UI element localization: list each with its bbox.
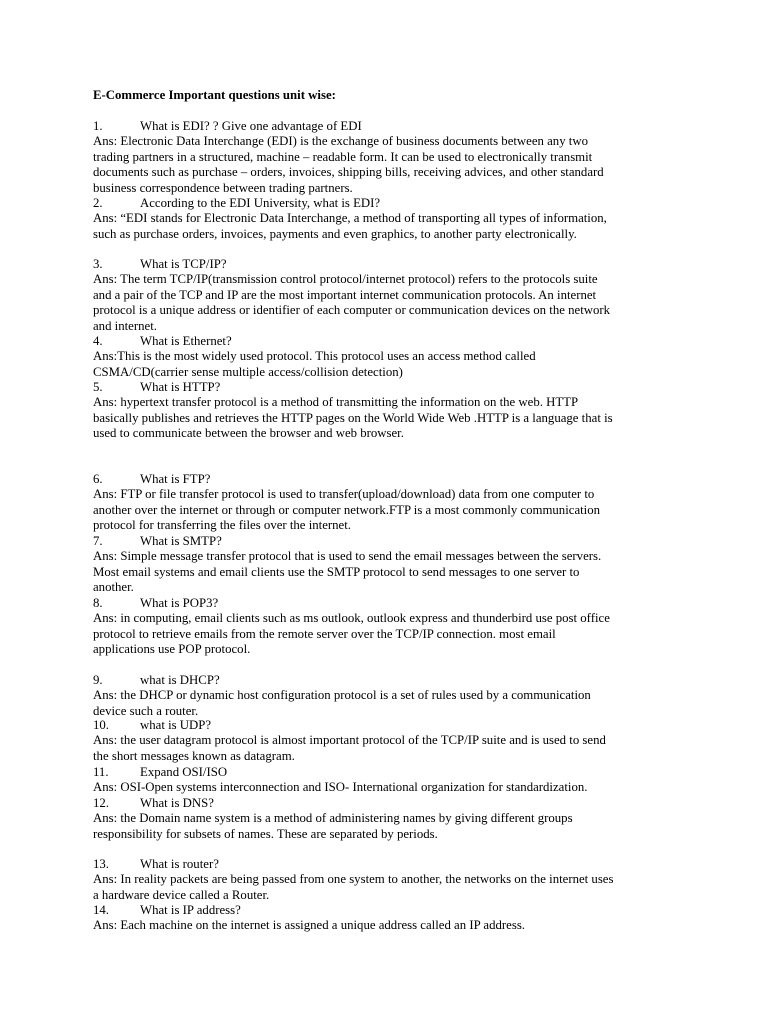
question-line bbox=[93, 380, 220, 395]
question-text: What is HTTP? bbox=[140, 380, 221, 394]
answer-line: basically publishes and retrieves the HTTP pages on the World Wide Web .HTTP is a language that is bbox=[93, 410, 613, 425]
answer-line: another. bbox=[93, 580, 134, 595]
question-number: 3. bbox=[93, 257, 103, 271]
question-number: 9. bbox=[93, 673, 103, 687]
answer-line: Ans: the user datagram protocol is almost important protocol of the TCP/IP suite and is used to send bbox=[93, 733, 606, 748]
question-line bbox=[93, 765, 227, 780]
answer-line: Ans: hypertext transfer protocol is a method of transmitting the information on the web. HTTP bbox=[93, 395, 579, 410]
answer-line: the short messages known as datagram. bbox=[93, 748, 295, 763]
answer-line: CSMA/CD(carrier sense multiple access/collision detection) bbox=[93, 364, 403, 379]
answer-line: protocol for transferring the files over the internet. bbox=[93, 518, 351, 533]
answer-line: Ans: Each machine on the internet is assigned a unique address called an IP address. bbox=[93, 918, 526, 933]
question-line bbox=[93, 472, 210, 487]
question-text: What is IP address? bbox=[140, 903, 241, 917]
question-line bbox=[93, 673, 220, 688]
question-line bbox=[93, 718, 211, 733]
answer-line: a hardware device called a Router. bbox=[93, 887, 270, 902]
answer-line: trading partners in a structured, machine – readable form. It can be used to electronically transmit bbox=[93, 149, 593, 164]
answer-line: Ans: “EDI stands for Electronic Data Interchange, a method of transporting all types of information, bbox=[93, 211, 607, 226]
question-number: 11. bbox=[93, 765, 109, 779]
question-number: 5. bbox=[93, 380, 103, 394]
answer-line: applications use POP protocol. bbox=[93, 642, 251, 657]
question-text: What is Ethernet? bbox=[140, 334, 232, 348]
answer-line: Ans: the Domain name system is a method of administering names by giving different groups bbox=[93, 811, 573, 826]
answer-line: and a pair of the TCP and IP are the most important internet communication protocols. An internet bbox=[93, 287, 597, 302]
answer-line: Ans: FTP or file transfer protocol is used to transfer(upload/download) data from one computer to bbox=[93, 487, 595, 502]
question-text: What is EDI? ? Give one advantage of EDI bbox=[140, 119, 362, 133]
question-text: what is DHCP? bbox=[140, 673, 220, 687]
answer-line: Ans: the DHCP or dynamic host configuration protocol is a set of rules used by a communication bbox=[93, 688, 591, 703]
question-line bbox=[93, 857, 219, 872]
question-number: 4. bbox=[93, 334, 103, 348]
question-line bbox=[93, 196, 380, 211]
question-text: What is FTP? bbox=[140, 472, 211, 486]
answer-line: device such a router. bbox=[93, 703, 199, 718]
question-line bbox=[93, 903, 241, 918]
question-text: What is router? bbox=[140, 857, 219, 871]
answer-line: Ans:This is the most widely used protocol. This protocol uses an access method called bbox=[93, 349, 536, 364]
question-number: 1. bbox=[93, 119, 103, 133]
question-number: 14. bbox=[93, 903, 109, 917]
answer-line: another over the internet or through or computer network.FTP is a most commonly communication bbox=[93, 502, 601, 517]
question-line bbox=[93, 119, 362, 134]
question-text: According to the EDI University, what is EDI? bbox=[140, 196, 381, 210]
answer-line: documents such as purchase – orders, invoices, shipping bills, receiving advices, and other standard bbox=[93, 165, 604, 180]
question-number: 7. bbox=[93, 534, 103, 548]
question-text: What is TCP/IP? bbox=[140, 257, 227, 271]
answer-line: responsibility for subsets of names. These are separated by periods. bbox=[93, 826, 438, 841]
answer-line: such as purchase orders, invoices, payments and even graphics, to another party electronically. bbox=[93, 226, 577, 241]
answer-line: protocol is a unique address or identifier of each computer or communication devices on the network bbox=[93, 303, 611, 318]
answer-line: Ans: In reality packets are being passed from one system to another, the networks on the internet uses bbox=[93, 872, 614, 887]
answer-line: Most email systems and email clients use the SMTP protocol to send messages to one server to bbox=[93, 564, 580, 579]
question-number: 10. bbox=[93, 718, 109, 732]
answer-line: and internet. bbox=[93, 318, 157, 333]
question-number: 6. bbox=[93, 472, 103, 486]
question-number: 12. bbox=[93, 796, 109, 810]
question-text: What is POP3? bbox=[140, 596, 219, 610]
answer-line: protocol to retrieve emails from the remote server over the TCP/IP connection. most email bbox=[93, 626, 556, 641]
question-number: 2. bbox=[93, 196, 103, 210]
question-text: what is UDP? bbox=[140, 718, 212, 732]
question-line bbox=[93, 257, 227, 272]
answer-line: Ans: in computing, email clients such as ms outlook, outlook express and thunderbird use post office bbox=[93, 611, 610, 626]
answer-line: Ans: Simple message transfer protocol that is used to send the email messages between the servers. bbox=[93, 549, 602, 564]
answer-line: used to communicate between the browser and web browser. bbox=[93, 426, 404, 441]
question-number: 8. bbox=[93, 596, 103, 610]
question-text: Expand OSI/ISO bbox=[140, 765, 228, 779]
question-text: What is SMTP? bbox=[140, 534, 222, 548]
answer-line: Ans: OSI-Open systems interconnection and ISO- International organization for standardization. bbox=[93, 780, 588, 795]
question-number: 13. bbox=[93, 857, 109, 871]
question-text: What is DNS? bbox=[140, 796, 214, 810]
question-line bbox=[93, 596, 218, 611]
answer-line: Ans: The term TCP/IP(transmission control protocol/internet protocol) refers to the protocols suite bbox=[93, 272, 598, 287]
answer-line: Ans: Electronic Data Interchange (EDI) is the exchange of business documents between any two bbox=[93, 134, 588, 149]
question-line bbox=[93, 334, 232, 349]
question-line bbox=[93, 534, 222, 549]
question-line bbox=[93, 796, 214, 811]
document-title: E-Commerce Important questions unit wise: bbox=[93, 88, 336, 102]
answer-line: business correspondence between trading partners. bbox=[93, 180, 353, 195]
